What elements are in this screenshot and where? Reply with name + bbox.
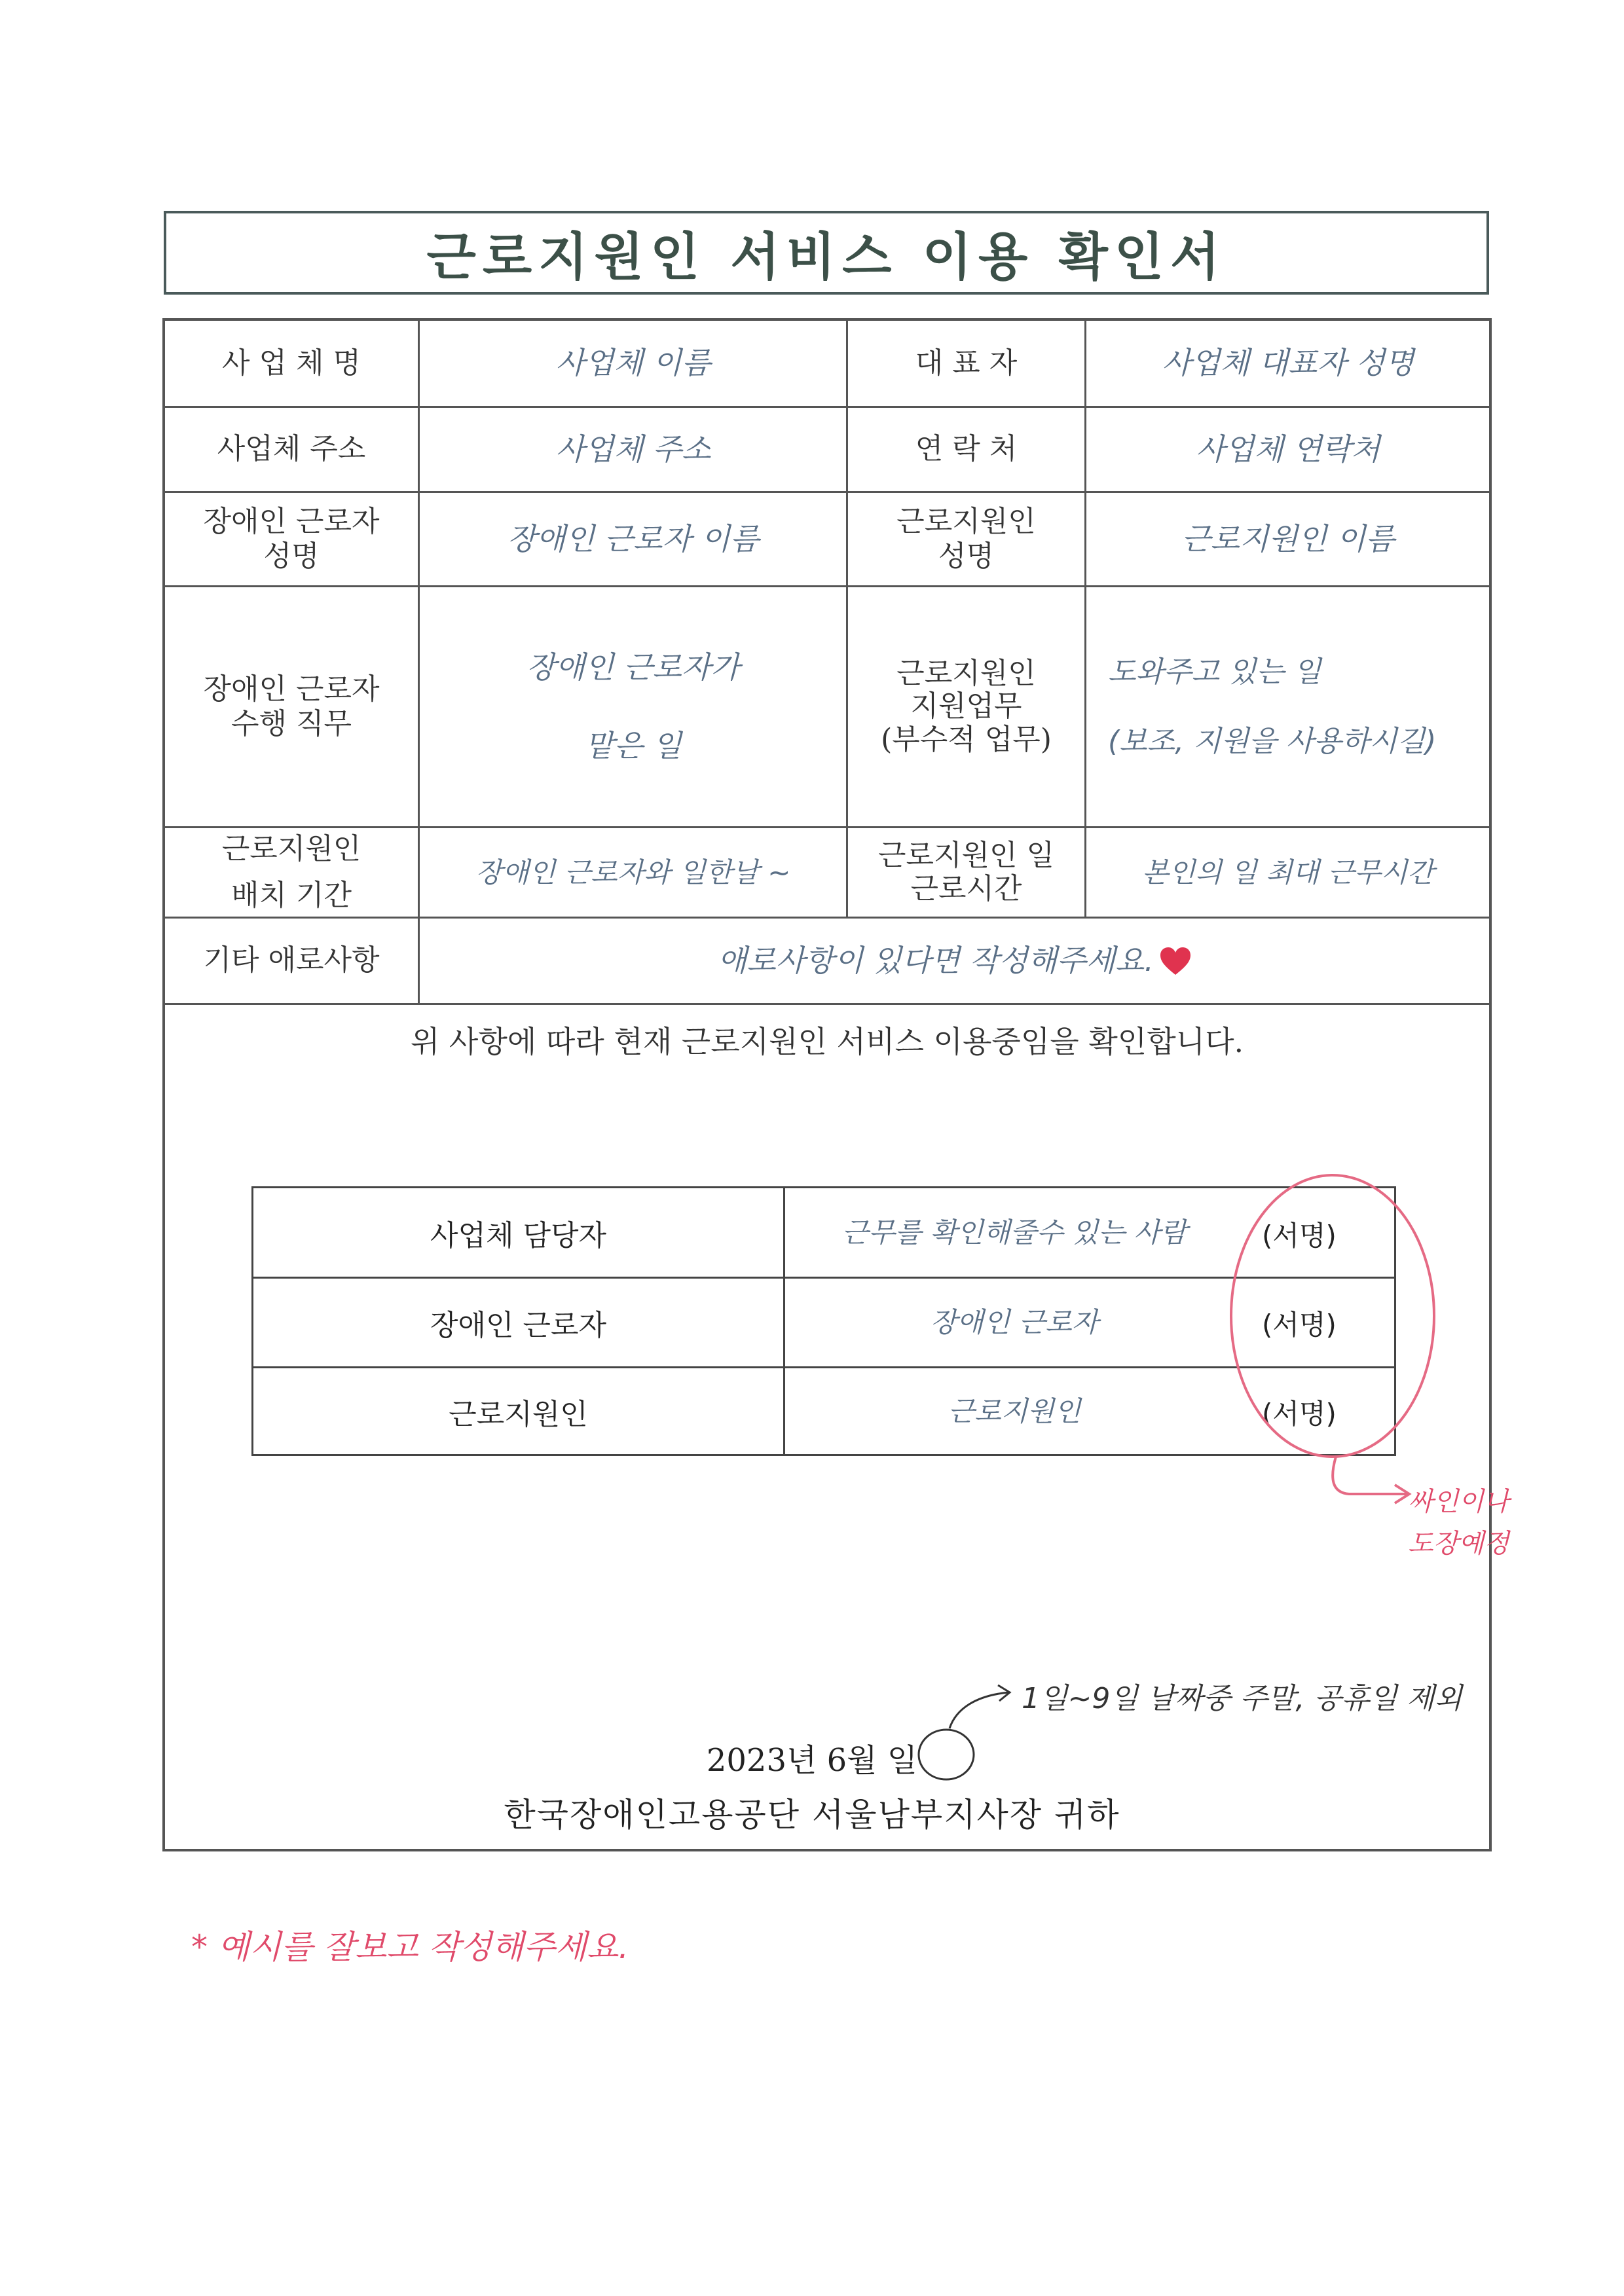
confirmation-text: 위 사항에 따라 현재 근로지원인 서비스 이용중임을 확인합니다. (410, 1024, 1244, 1059)
date-note: 1일~9일 날짜중 주말, 공휴일 제외 (1022, 1682, 1462, 1715)
signature-note: 싸인이나 도장예정 (1408, 1487, 1509, 1559)
worker-duty-value[interactable]: 장애인 근로자가 맡은 일 (526, 649, 740, 763)
signature-name-assistant[interactable]: 근로지원인 (948, 1394, 1081, 1427)
assistant-name-label: 근로지원인 성명 (896, 504, 1036, 573)
company-address-value[interactable]: 사업체 주소 (555, 431, 711, 467)
company-address-label: 사업체 주소 (217, 432, 366, 466)
contact-label: 연 락 처 (915, 432, 1018, 466)
signature-name-company[interactable]: 근무를 확인해줄수 있는 사람 (841, 1216, 1187, 1248)
assistant-duty-value[interactable]: 도와주고 있는 일 (보조, 지원을 사용하시길) (1108, 655, 1437, 758)
assignment-period-value[interactable]: 장애인 근로자와 일한날 ~ (475, 856, 791, 888)
assistant-duty-label: 근로지원인 지원업무 (부수적 업무) (881, 656, 1052, 756)
worker-name-label: 장애인 근로자 성명 (203, 504, 380, 573)
other-issues-row[interactable] (420, 919, 1489, 1003)
company-name-label: 사 업 체 명 (222, 346, 361, 380)
form-main-table (162, 318, 1492, 1851)
worker-duty-label: 장애인 근로자 수행 직무 (203, 672, 380, 740)
other-issues-label: 기타 애로사항 (203, 943, 380, 977)
heart-icon (1159, 946, 1192, 976)
representative-label: 대 표 자 (915, 346, 1018, 380)
recipient-line: 한국장애인고용공단 서울남부지사장 귀하 (504, 1796, 1120, 1834)
contact-value[interactable]: 사업체 연락처 (1196, 431, 1380, 467)
form-title: 근로지원인 서비스 이용 확인서 (426, 228, 1227, 287)
assignment-period-label: 근로지원인 배치 기간 (221, 832, 361, 912)
representative-value[interactable]: 사업체 대표자 성명 (1162, 345, 1414, 381)
footer-note: * 예시를 잘보고 작성해주세요. (191, 1928, 629, 1966)
other-issues-value: 애로사항이 있다면 작성해주세요. (718, 942, 1154, 978)
signature-mark-worker[interactable]: (서명) (1262, 1309, 1337, 1341)
company-name-value[interactable]: 사업체 이름 (555, 345, 711, 381)
signature-mark-assistant[interactable]: (서명) (1262, 1398, 1337, 1430)
signature-role-company: 사업체 담당자 (430, 1218, 606, 1252)
date-line[interactable]: 2023년 6월 일 (706, 1742, 918, 1779)
work-hours-label: 근로지원인 일 근로시간 (877, 838, 1054, 905)
work-hours-value[interactable]: 본인의 일 최대 근무시간 (1142, 856, 1434, 888)
form-title-box (164, 211, 1489, 295)
worker-name-value[interactable]: 장애인 근로자 이름 (507, 520, 760, 556)
assistant-name-value[interactable]: 근로지원인 이름 (1181, 520, 1395, 556)
signature-role-worker: 장애인 근로자 (430, 1309, 606, 1342)
signature-mark-company[interactable]: (서명) (1262, 1220, 1337, 1252)
signature-name-worker[interactable]: 장애인 근로자 (930, 1306, 1099, 1339)
signature-role-assistant: 근로지원인 (449, 1397, 588, 1431)
